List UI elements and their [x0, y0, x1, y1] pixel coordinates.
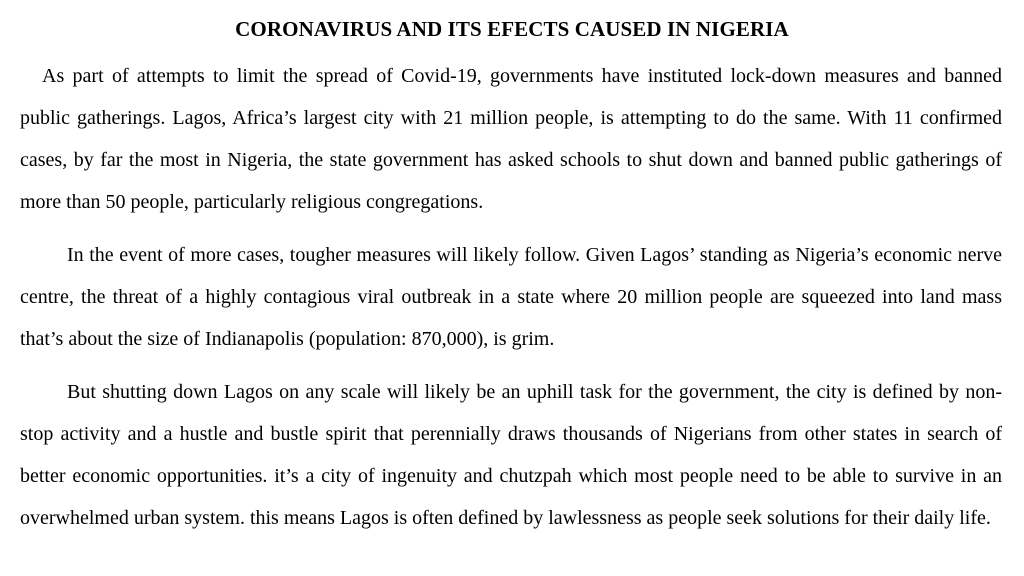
- paragraph-lockdown-measures: As part of attempts to limit the spread of Covid-19, governments have instituted lock-down measures and banned public gatherings. Lagos, Africa’s largest city with 21 million people, is attempting to do the same. With 11 confirmed cases, by far the most in Nigeria, the state government has asked schools to shut down and banned public gatherings of more than 50 people, particularly religious congregations.: [20, 65, 1002, 213]
- paragraph-tougher-measures: In the event of more cases, tougher measures will likely follow. Given Lagos’ standing as Nigeria’s economic nerve centre, the threat of a highly contagious viral outbreak in a state where 20 million people are squeezed into land mass that’s about the size of Indianapolis (population: 870,000), is grim.: [20, 244, 1002, 350]
- paragraph-shutting-down-lagos: But shutting down Lagos on any scale will likely be an uphill task for the government, the city is defined by non-stop activity and a hustle and bustle spirit that perennially draws thousands of Nigerians from other states in search of better economic opportunities. it’s a city of ingenuity and chutzpah which most people need to be able to survive in an overwhelmed urban system. this means Lagos is often defined by lawlessness as people seek solutions for their daily life.: [20, 381, 1002, 529]
- document-title: CORONAVIRUS AND ITS EFECTS CAUSED IN NIGERIA: [235, 17, 789, 41]
